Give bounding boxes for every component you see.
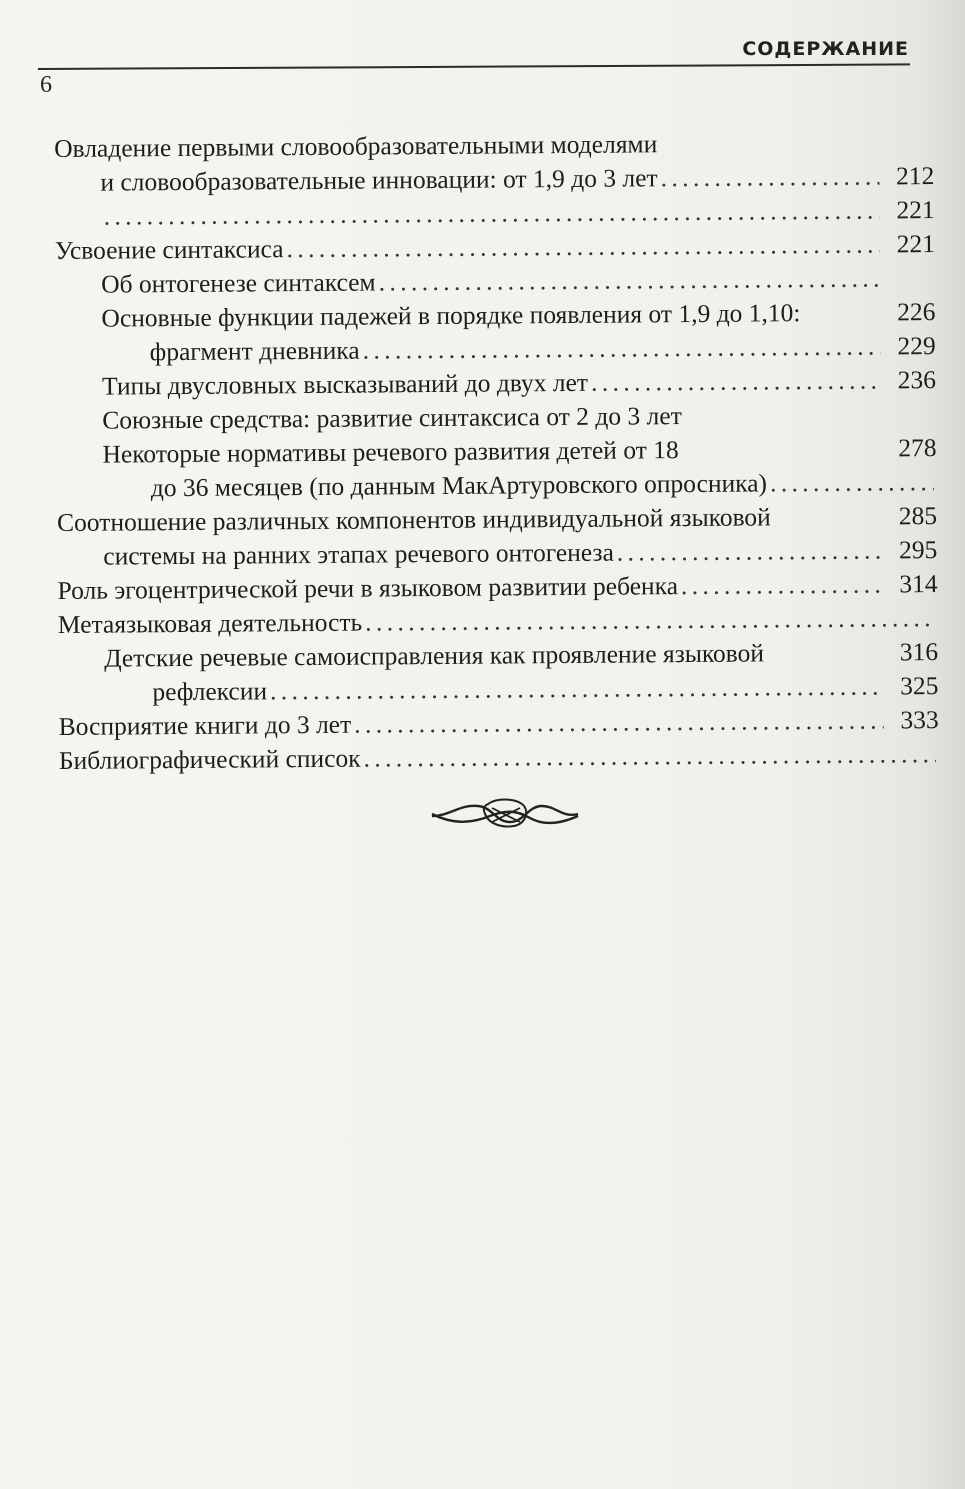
toc-entry-page: 314 (899, 569, 938, 599)
running-title: СОДЕРЖАНИЕ (742, 38, 909, 60)
toc-entry-text: Детские речевые самоисправления как проявление языковой (104, 638, 765, 673)
toc-entry-text: Овладение первыми словообразовательными моделями (54, 129, 658, 163)
toc-entry-text: и словообразовательные инновации: от 1,9 до 3 лет (100, 163, 658, 197)
toc-entry-page: 325 (900, 671, 939, 701)
ornament-icon (430, 794, 580, 834)
toc-entry-text: Типы двусловных высказываний до двух лет (101, 367, 589, 401)
toc-leader-dots (354, 704, 884, 742)
toc-entry-page: 212 (896, 161, 935, 191)
toc-leader-dots (378, 262, 880, 300)
toc-entry-text: Метаязыковая деятельность (57, 607, 363, 639)
toc-entry-page: 229 (897, 331, 936, 361)
table-of-contents (54, 125, 939, 778)
toc-entry-page: 221 (896, 195, 935, 225)
toc-entry-text: Библиографический список (58, 743, 361, 775)
toc-entry-text: Основные функции падежей в порядке появления от 1,9 до 1,10: (101, 298, 801, 333)
toc-leader-dots (286, 228, 880, 267)
toc-entry (59, 737, 939, 778)
toc-leader-dots (681, 568, 883, 604)
header-rule (38, 63, 910, 70)
page-number: 6 (40, 72, 52, 98)
toc-entry-text: Восприятие книги до 3 лет (58, 709, 352, 741)
toc-entry-text: Об онтогенезе синтаксем (101, 267, 376, 299)
toc-entry-page: 295 (898, 535, 938, 565)
toc-entry-text: до 36 месяцев (по данным МакАртуровского опросника) (150, 468, 768, 503)
toc-leader-dots (591, 364, 881, 400)
toc-entry-text: фрагмент дневника (149, 335, 360, 367)
toc-leader-dots (363, 330, 881, 368)
toc-entry-text: Союзные средства: развитие синтаксиса от 2 до 3 лет (102, 401, 682, 435)
toc-leader-dots (770, 465, 934, 500)
toc-entry-page: 226 (897, 297, 936, 327)
toc-entry-text: Некоторые нормативы речевого развития детей от 18 (102, 435, 679, 469)
toc-leader-dots (617, 534, 883, 570)
toc-entry-page: 316 (899, 637, 939, 667)
toc-leader-dots (270, 670, 884, 709)
toc-leader-dots (363, 737, 936, 775)
toc-entry-page: 278 (898, 433, 937, 463)
toc-entry-text: рефлексии (152, 676, 268, 707)
toc-entry-page: 285 (898, 501, 938, 531)
toc-entry-page: 221 (896, 229, 936, 259)
toc-leader-dots (365, 601, 935, 639)
toc-entry-text: Роль эгоцентрической речи в языковом развитии ребенка (57, 571, 679, 605)
toc-entry-text: системы на ранних этапах речевого онтогенеза (103, 537, 614, 571)
toc-entry-text: Усвоение синтаксиса (54, 234, 284, 265)
toc-leader-dots (661, 160, 880, 196)
toc-entry-page: 333 (900, 705, 939, 735)
toc-entry-text: Соотношение различных компонентов индивидуальной языковой (56, 502, 771, 537)
toc-entry-page: 236 (897, 365, 937, 395)
